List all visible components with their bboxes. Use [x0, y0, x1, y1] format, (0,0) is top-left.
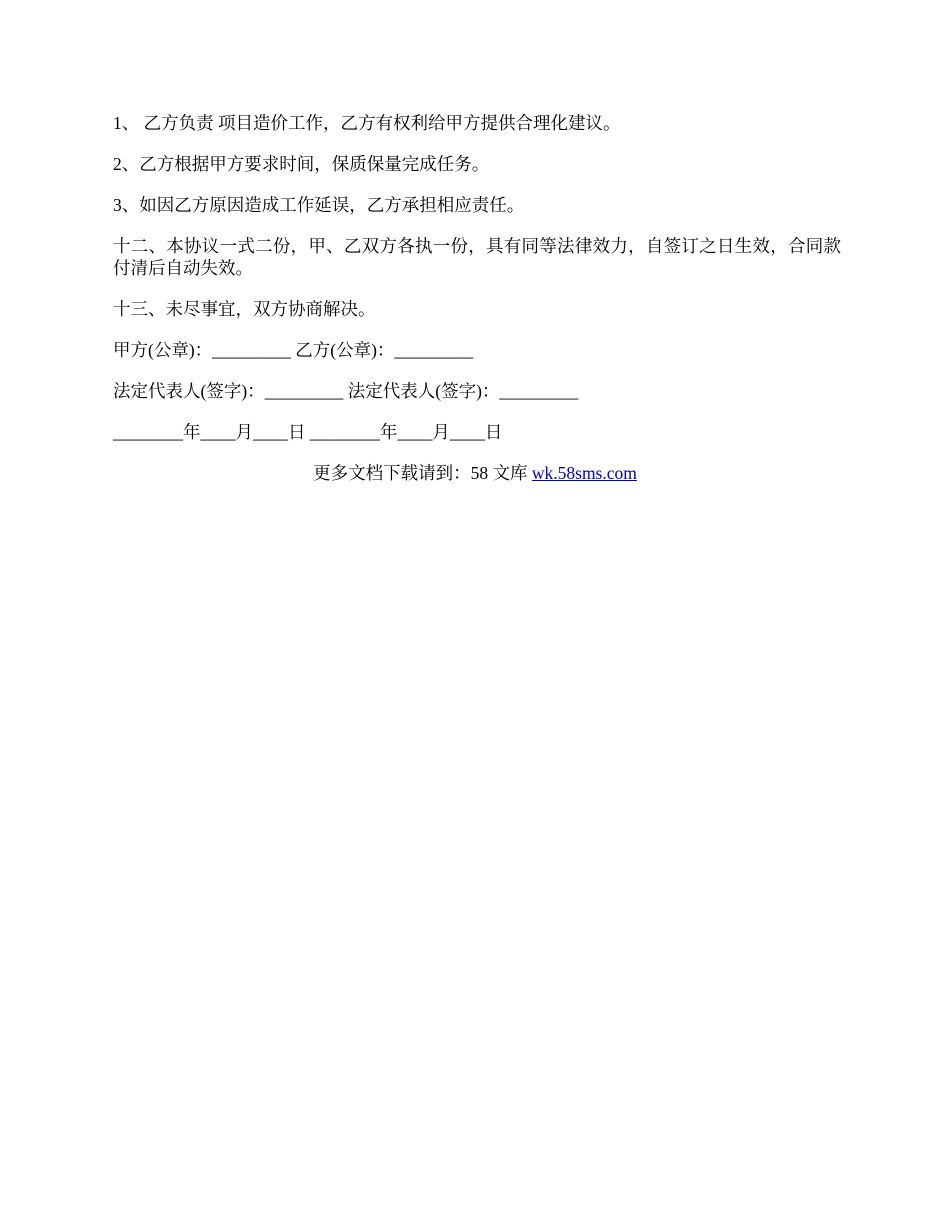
clause-3: 3、如因乙方原因造成工作延误，乙方承担相应责任。	[113, 195, 525, 215]
footer-text: 更多文档下载请到：58 文库	[313, 463, 532, 483]
footer-link[interactable]: wk.58sms.com	[531, 463, 637, 483]
seal-line: 甲方(公章)：_________ 乙方(公章)：_________	[113, 340, 474, 360]
date-line: ________年____月____日 ________年____月____日	[113, 422, 503, 442]
footer-note	[0, 462, 950, 484]
signature-line: 法定代表人(签字)：_________ 法定代表人(签字)：_________	[113, 381, 579, 401]
clause-thirteen: 十三、未尽事宜，双方协商解决。	[113, 299, 376, 319]
clause-1: 1、 乙方负责 项目造价工作，乙方有权利给甲方提供合理化建议。	[113, 113, 621, 133]
document-body	[113, 112, 841, 462]
clause-twelve: 十二、本协议一式二份，甲、乙双方各执一份，具有同等法律效力，自签订之日生效，合同款付清后自动失效。	[113, 236, 841, 278]
clause-2: 2、乙方根据甲方要求时间，保质保量完成任务。	[113, 154, 490, 174]
